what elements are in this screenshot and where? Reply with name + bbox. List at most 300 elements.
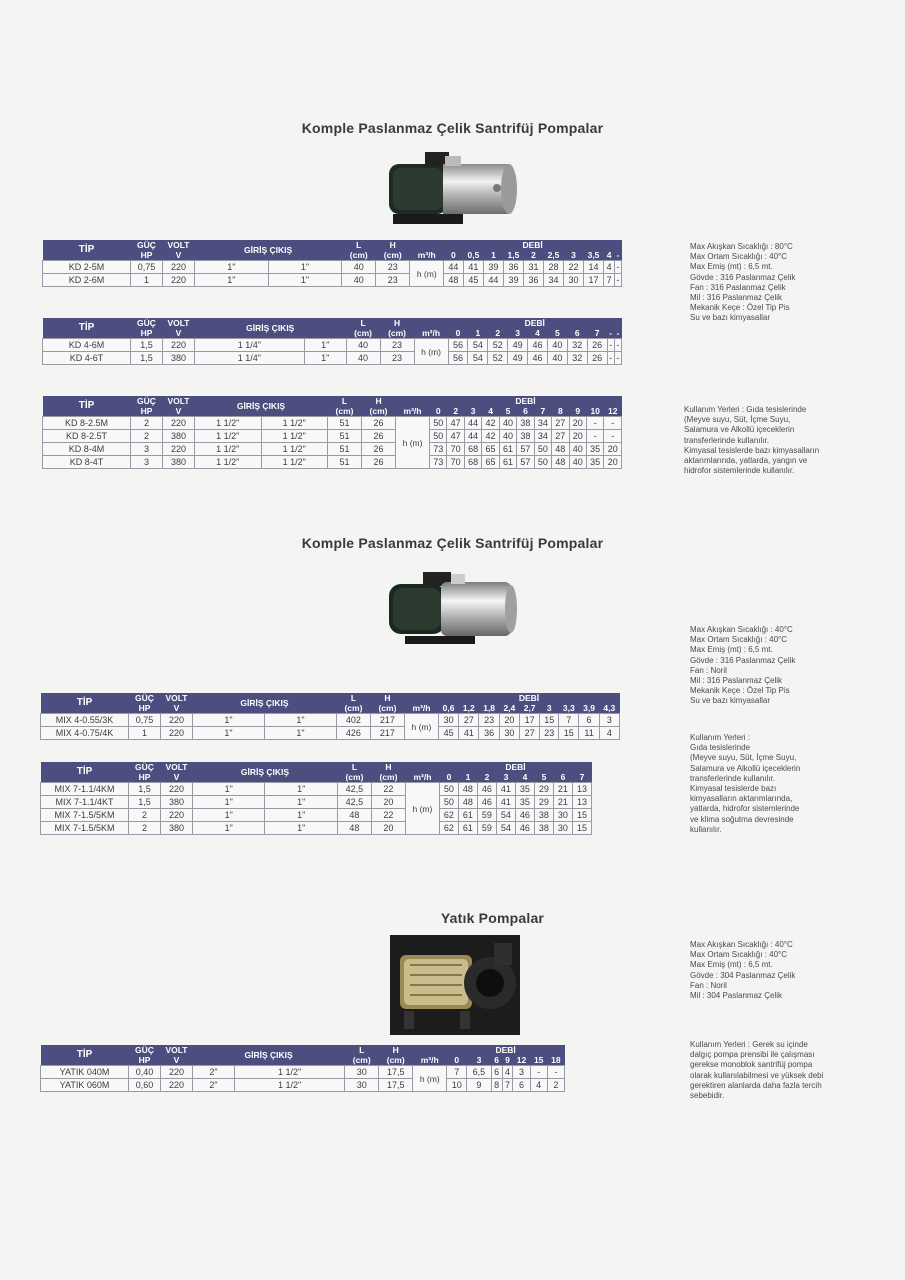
volt-cell: 380: [163, 352, 195, 365]
length-cell: 48: [337, 822, 371, 835]
head-value-cell: 46: [528, 352, 548, 365]
spec-table-kd2: [42, 240, 622, 287]
table-row: [43, 274, 622, 287]
flow-value-header: 2: [524, 250, 543, 261]
head-value-cell: 54: [468, 339, 488, 352]
head-value-cell: 68: [464, 456, 481, 469]
head-value-cell: 52: [488, 352, 508, 365]
col-header-debi: DEBİ: [439, 762, 591, 772]
head-value-cell: 34: [534, 430, 551, 443]
head-value-cell: 7: [502, 1079, 513, 1092]
outlet-cell: 1": [268, 261, 342, 274]
head-value-cell: -: [607, 352, 614, 365]
inlet-cell: 1": [193, 796, 265, 809]
head-value-cell: 36: [479, 727, 499, 740]
inlet-cell: 1 1/4": [195, 339, 305, 352]
head-value-cell: 21: [553, 783, 572, 796]
col-header-tip: TİP: [41, 762, 129, 783]
head-value-cell: 50: [534, 456, 551, 469]
flow-value-header: -: [614, 328, 621, 339]
height-cell: 22: [371, 809, 405, 822]
head-value-cell: 4: [604, 261, 615, 274]
flow-value-header: 9: [502, 1055, 513, 1066]
head-value-cell: 59: [477, 809, 496, 822]
volt-cell: 380: [163, 430, 195, 443]
head-value-cell: 27: [552, 430, 569, 443]
head-value-cell: 13: [572, 783, 591, 796]
outlet-cell: 1 1/2": [261, 443, 328, 456]
length-cell: 40: [346, 339, 380, 352]
head-value-cell: 36: [503, 261, 524, 274]
length-cell: 426: [336, 727, 370, 740]
inlet-cell: 1": [193, 809, 265, 822]
head-value-cell: 57: [517, 443, 534, 456]
table-row: [41, 783, 592, 796]
col-header-blank: [404, 693, 438, 703]
volt-cell: 220: [163, 339, 195, 352]
hp-cell: 1: [129, 727, 161, 740]
flow-value-header: 2: [488, 328, 508, 339]
head-value-cell: 15: [572, 809, 591, 822]
head-value-cell: 35: [586, 456, 603, 469]
model-cell: MIX 7-1.1/4KT: [41, 796, 129, 809]
head-value-cell: 70: [447, 443, 464, 456]
col-header-v: V: [161, 772, 193, 783]
head-value-cell: 48: [458, 783, 477, 796]
col-header-volt: VOLT: [161, 693, 193, 703]
col-header-debi: DEBİ: [444, 240, 622, 250]
head-unit-cell: h (m): [405, 783, 439, 835]
model-cell: KD 4-6M: [43, 339, 131, 352]
head-value-cell: 49: [508, 339, 528, 352]
head-value-cell: 3: [513, 1066, 530, 1079]
head-value-cell: 38: [517, 430, 534, 443]
head-value-cell: 4: [502, 1066, 513, 1079]
col-header-h: H: [362, 396, 396, 406]
volt-cell: 220: [161, 809, 193, 822]
section-title-1: Komple Paslanmaz Çelik Santrifüj Pompalar: [301, 120, 604, 136]
head-value-cell: 40: [569, 443, 586, 456]
head-value-cell: 41: [496, 783, 515, 796]
head-value-cell: 50: [430, 417, 447, 430]
head-unit-cell: h (m): [413, 1066, 447, 1092]
inlet-cell: 2": [193, 1066, 235, 1079]
model-cell: KD 8-4M: [43, 443, 131, 456]
flow-value-header: 0: [447, 1055, 467, 1066]
head-value-cell: -: [614, 339, 621, 352]
flow-value-header: 4: [604, 250, 615, 261]
head-value-cell: 41: [496, 796, 515, 809]
head-value-cell: 57: [517, 456, 534, 469]
length-cell: 30: [345, 1079, 379, 1092]
head-value-cell: -: [604, 430, 622, 443]
head-value-cell: 14: [583, 261, 604, 274]
col-header-volt: VOLT: [161, 1045, 193, 1055]
table-row: [41, 1079, 565, 1092]
volt-cell: 220: [163, 417, 195, 430]
inlet-cell: 1 1/2": [195, 443, 262, 456]
flow-value-header: 1,5: [503, 250, 524, 261]
col-header-guc: GÜÇ: [129, 762, 161, 772]
head-value-cell: 27: [459, 714, 479, 727]
head-value-cell: 46: [528, 339, 548, 352]
height-cell: 26: [362, 417, 396, 430]
col-header-flow-unit: m³/h: [396, 406, 430, 417]
head-value-cell: 6: [579, 714, 599, 727]
col-header-l-unit: (cm): [342, 250, 376, 261]
length-cell: 40: [346, 352, 380, 365]
head-value-cell: 35: [586, 443, 603, 456]
head-value-cell: 40: [547, 339, 567, 352]
col-header-v: V: [163, 250, 195, 261]
col-header-giris-cikis: GİRİŞ ÇIKIŞ: [195, 240, 342, 261]
head-value-cell: 6: [491, 1066, 502, 1079]
table-row: [41, 727, 620, 740]
length-cell: 51: [328, 456, 362, 469]
col-header-l-unit: (cm): [336, 703, 370, 714]
outlet-cell: 1 1/2": [261, 456, 328, 469]
head-value-cell: 73: [430, 456, 447, 469]
pump-image-2: [385, 568, 520, 650]
head-value-cell: 30: [553, 822, 572, 835]
head-value-cell: 27: [552, 417, 569, 430]
head-value-cell: 48: [552, 443, 569, 456]
head-value-cell: 11: [579, 727, 599, 740]
height-cell: 23: [376, 274, 410, 287]
head-unit-cell: h (m): [414, 339, 448, 365]
col-header-tip: TİP: [41, 1045, 129, 1066]
head-value-cell: 50: [439, 796, 458, 809]
head-value-cell: 54: [468, 352, 488, 365]
model-cell: YATIK 060M: [41, 1079, 129, 1092]
head-value-cell: 46: [477, 783, 496, 796]
volt-cell: 380: [161, 796, 193, 809]
col-header-hp: HP: [131, 406, 163, 417]
flow-value-header: 4: [528, 328, 548, 339]
flow-value-header: 3,3: [559, 703, 579, 714]
flow-value-header: 12: [513, 1055, 530, 1066]
col-header-guc: GÜÇ: [129, 693, 161, 703]
col-header-hp: HP: [129, 772, 161, 783]
col-header-h: H: [380, 318, 414, 328]
head-value-cell: 35: [515, 783, 534, 796]
flow-value-header: 0,6: [438, 703, 458, 714]
outlet-cell: 1": [264, 714, 336, 727]
flow-value-header: 1,2: [459, 703, 479, 714]
height-cell: 217: [370, 714, 404, 727]
flow-value-header: 6: [553, 772, 572, 783]
volt-cell: 220: [161, 714, 193, 727]
col-header-l-unit: (cm): [346, 328, 380, 339]
usage-note-3: Kullanım Yerleri : Gerek su içinde dalgıç pompa prensibi ile çalışması gerekse monoblok santrifüj pompa olarak kullanılabilmesi ve yüksek debi gerektiren alanlarda daha fazla tercih sebebidir.: [690, 1040, 824, 1101]
head-value-cell: 21: [553, 796, 572, 809]
col-header-blank: [414, 318, 448, 328]
col-header-hp: HP: [131, 328, 163, 339]
col-header-l: L: [337, 762, 371, 772]
flow-value-header: 12: [604, 406, 622, 417]
spec-table-mix4: [40, 693, 620, 740]
length-cell: 30: [345, 1066, 379, 1079]
head-value-cell: 44: [484, 274, 503, 287]
flow-value-header: 2,5: [543, 250, 564, 261]
height-cell: 23: [380, 339, 414, 352]
col-header-tip: TİP: [43, 396, 131, 417]
head-value-cell: 62: [439, 822, 458, 835]
flow-value-header: 0: [448, 328, 468, 339]
head-value-cell: 39: [484, 261, 503, 274]
hp-cell: 0,75: [129, 714, 161, 727]
hp-cell: 1,5: [129, 796, 161, 809]
inlet-cell: 1": [193, 822, 265, 835]
model-cell: MIX 4-0.75/4K: [41, 727, 129, 740]
hp-cell: 2: [131, 417, 163, 430]
head-value-cell: 52: [488, 339, 508, 352]
col-header-flow-unit: m³/h: [413, 1055, 447, 1066]
col-header-guc: GÜÇ: [131, 240, 163, 250]
head-value-cell: 48: [444, 274, 463, 287]
head-value-cell: 23: [479, 714, 499, 727]
flow-value-header: 7: [572, 772, 591, 783]
head-value-cell: 38: [534, 809, 553, 822]
table-row: [41, 796, 592, 809]
col-header-giris-cikis: GİRİŞ ÇIKIŞ: [193, 693, 337, 714]
col-header-blank: [405, 762, 439, 772]
col-header-l: L: [336, 693, 370, 703]
flow-value-header: 3,9: [579, 703, 599, 714]
model-cell: KD 8-2.5M: [43, 417, 131, 430]
spec-table-kd8: [42, 396, 622, 469]
height-cell: 26: [362, 443, 396, 456]
head-value-cell: -: [614, 274, 621, 287]
spec-table-kd4: [42, 318, 622, 365]
head-value-cell: 20: [604, 456, 622, 469]
head-value-cell: 4: [599, 727, 619, 740]
flow-value-header: 1: [458, 772, 477, 783]
head-value-cell: 26: [587, 339, 607, 352]
head-value-cell: 30: [499, 727, 519, 740]
length-cell: 42,5: [337, 783, 371, 796]
col-header-l: L: [345, 1045, 379, 1055]
head-value-cell: 41: [463, 261, 484, 274]
head-value-cell: 42: [482, 430, 499, 443]
height-cell: 26: [362, 456, 396, 469]
head-value-cell: 73: [430, 443, 447, 456]
head-value-cell: 50: [439, 783, 458, 796]
head-value-cell: 50: [534, 443, 551, 456]
col-header-h-unit: (cm): [380, 328, 414, 339]
flow-value-header: 0: [430, 406, 447, 417]
col-header-volt: VOLT: [161, 762, 193, 772]
col-header-giris-cikis: GİRİŞ ÇIKIŞ: [193, 762, 338, 783]
head-value-cell: 6: [513, 1079, 530, 1092]
inlet-cell: 1 1/2": [195, 417, 262, 430]
head-value-cell: 20: [499, 714, 519, 727]
head-value-cell: 56: [448, 352, 468, 365]
outlet-cell: 1 1/2": [261, 430, 328, 443]
flow-value-header: 3: [496, 772, 515, 783]
col-header-blank: [396, 396, 430, 406]
flow-value-header: 4: [482, 406, 499, 417]
volt-cell: 380: [161, 822, 193, 835]
flow-value-header: 3: [467, 1055, 491, 1066]
head-value-cell: 22: [564, 261, 583, 274]
head-value-cell: 46: [477, 796, 496, 809]
outlet-cell: 1": [304, 352, 346, 365]
head-value-cell: 40: [547, 352, 567, 365]
volt-cell: 220: [161, 1066, 193, 1079]
table-row: [43, 456, 622, 469]
col-header-guc: GÜÇ: [129, 1045, 161, 1055]
flow-value-header: 5: [499, 406, 516, 417]
inlet-cell: 2": [193, 1079, 235, 1092]
flow-value-header: 0: [439, 772, 458, 783]
head-value-cell: 8: [491, 1079, 502, 1092]
head-value-cell: 45: [438, 727, 458, 740]
spec-note-3: Max Akışkan Sıcaklığı : 40°C Max Ortam Sıcaklığı : 40°C Max Emiş (mt) : 6,5 mt. Gövde : 304 Paslanmaz Çelik Fan : Noril Mil : 304 Paslanmaz Çelik: [690, 940, 796, 1001]
head-value-cell: 46: [515, 809, 534, 822]
pump-image-3: [390, 935, 520, 1035]
length-cell: 402: [336, 714, 370, 727]
outlet-cell: 1": [268, 274, 342, 287]
col-header-h: H: [376, 240, 410, 250]
flow-value-header: 1: [468, 328, 488, 339]
head-value-cell: 27: [520, 727, 540, 740]
flow-value-header: 3: [564, 250, 583, 261]
col-header-hp: HP: [131, 250, 163, 261]
flow-value-header: 5: [534, 772, 553, 783]
head-value-cell: 38: [534, 822, 553, 835]
head-value-cell: 13: [572, 796, 591, 809]
head-value-cell: 9: [467, 1079, 491, 1092]
volt-cell: 380: [163, 456, 195, 469]
height-cell: 22: [371, 783, 405, 796]
height-cell: 23: [380, 352, 414, 365]
col-header-flow-unit: m³/h: [414, 328, 448, 339]
outlet-cell: 1": [264, 727, 336, 740]
head-value-cell: 48: [552, 456, 569, 469]
flow-value-header: 6: [567, 328, 587, 339]
hp-cell: 0,75: [131, 261, 163, 274]
flow-value-header: 15: [530, 1055, 547, 1066]
col-header-debi: DEBİ: [448, 318, 621, 328]
hp-cell: 0,40: [129, 1066, 161, 1079]
hp-cell: 1,5: [129, 783, 161, 796]
head-value-cell: 44: [444, 261, 463, 274]
head-value-cell: 45: [463, 274, 484, 287]
volt-cell: 220: [163, 443, 195, 456]
outlet-cell: 1": [265, 809, 337, 822]
col-header-h-unit: (cm): [371, 772, 405, 783]
spec-table-yatik: [40, 1045, 565, 1092]
col-header-l: L: [342, 240, 376, 250]
flow-value-header: 7: [534, 406, 551, 417]
col-header-volt: VOLT: [163, 240, 195, 250]
outlet-cell: 1 1/2": [234, 1066, 344, 1079]
col-header-debi: DEBİ: [430, 396, 622, 406]
head-value-cell: 65: [482, 456, 499, 469]
flow-value-header: 3: [540, 703, 559, 714]
col-header-v: V: [161, 1055, 193, 1066]
head-value-cell: 61: [499, 456, 516, 469]
flow-value-header: -: [607, 328, 614, 339]
flow-value-header: 2: [447, 406, 464, 417]
hp-cell: 1: [131, 274, 163, 287]
table-row: [43, 352, 622, 365]
head-value-cell: 61: [499, 443, 516, 456]
flow-value-header: 1,8: [479, 703, 499, 714]
col-header-hp: HP: [129, 1055, 161, 1066]
head-value-cell: 17: [520, 714, 540, 727]
height-cell: 20: [371, 822, 405, 835]
col-header-flow-unit: m³/h: [410, 250, 444, 261]
head-value-cell: 50: [430, 430, 447, 443]
inlet-cell: 1": [193, 714, 265, 727]
head-value-cell: 61: [458, 822, 477, 835]
model-cell: KD 2-5M: [43, 261, 131, 274]
head-value-cell: 56: [448, 339, 468, 352]
head-value-cell: 49: [508, 352, 528, 365]
col-header-l: L: [346, 318, 380, 328]
col-header-giris-cikis: GİRİŞ ÇIKIŞ: [195, 396, 328, 417]
head-value-cell: 38: [517, 417, 534, 430]
flow-value-header: 9: [569, 406, 586, 417]
col-header-volt: VOLT: [163, 318, 195, 328]
flow-value-header: 1: [484, 250, 503, 261]
col-header-v: V: [163, 328, 195, 339]
col-header-l-unit: (cm): [328, 406, 362, 417]
head-value-cell: 29: [534, 783, 553, 796]
head-value-cell: 20: [604, 443, 622, 456]
col-header-h: H: [371, 762, 405, 772]
col-header-h-unit: (cm): [362, 406, 396, 417]
flow-value-header: 3: [464, 406, 481, 417]
inlet-cell: 1 1/2": [195, 456, 262, 469]
head-value-cell: 54: [496, 822, 515, 835]
col-header-debi: DEBİ: [438, 693, 619, 703]
usage-note-1: Kullanım Yerleri : Gıda tesislerinde (Meyve suyu, Süt, İçme Suyu, Salamura ve Alkollü içeceklerin transferlerinde kullanılır. Kimyasal tesislerde bazı kimyasalların aktarımlarında, yatlarda, yangın ve hidrofor sistemlerinde kullanılır.: [684, 405, 820, 476]
flow-value-header: 5: [547, 328, 567, 339]
length-cell: 51: [328, 443, 362, 456]
head-value-cell: 54: [496, 809, 515, 822]
head-value-cell: 7: [559, 714, 579, 727]
height-cell: 26: [362, 430, 396, 443]
head-value-cell: 3: [599, 714, 619, 727]
height-cell: 217: [370, 727, 404, 740]
model-cell: MIX 7-1.5/5KM: [41, 822, 129, 835]
spec-note-1: Max Akışkan Sıcaklığı : 80°C Max Ortam Sıcaklığı : 40°C Max Emiş (mt) : 6,5 mt. Gövde : 316 Paslanmaz Çelik Fan : 316 Paslanmaz Çelik Mil : 316 Paslanmaz Çelik Mekanik Keçe : Özel Tip Pis Su ve bazı kimyasallar: [690, 242, 796, 323]
table-row: [41, 822, 592, 835]
head-value-cell: 15: [572, 822, 591, 835]
head-value-cell: 30: [553, 809, 572, 822]
head-value-cell: -: [614, 261, 621, 274]
col-header-h-unit: (cm): [376, 250, 410, 261]
table-row: [43, 443, 622, 456]
hp-cell: 0,60: [129, 1079, 161, 1092]
col-header-volt: VOLT: [163, 396, 195, 406]
head-value-cell: 28: [543, 261, 564, 274]
hp-cell: 2: [131, 430, 163, 443]
head-value-cell: 40: [499, 430, 516, 443]
head-value-cell: 46: [515, 822, 534, 835]
flow-value-header: 0,5: [463, 250, 484, 261]
flow-value-header: -: [614, 250, 621, 261]
volt-cell: 220: [161, 1079, 193, 1092]
flow-value-header: 6: [517, 406, 534, 417]
inlet-cell: 1": [195, 261, 269, 274]
height-cell: 17,5: [379, 1066, 413, 1079]
head-value-cell: -: [586, 417, 603, 430]
volt-cell: 220: [161, 783, 193, 796]
